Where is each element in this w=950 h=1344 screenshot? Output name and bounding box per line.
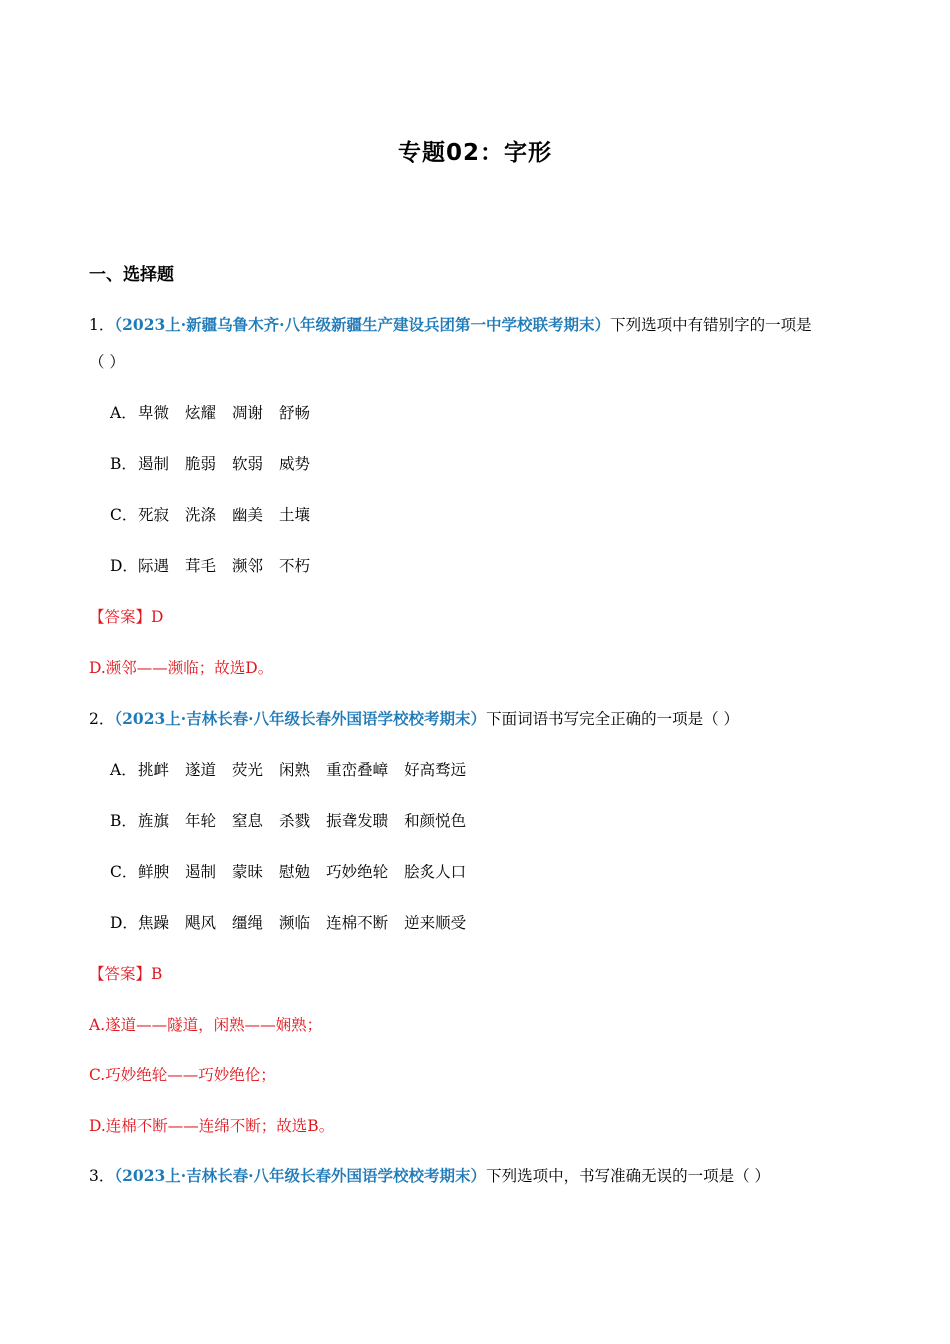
answer-line (89, 605, 163, 627)
option-word: 幽美 (232, 506, 264, 524)
option-word: 茸毛 (185, 557, 217, 575)
question-2-stem (89, 707, 739, 729)
answer-value: D (151, 608, 164, 626)
question-source: （2023上·吉林长春·八年级长春外国语学校校考期末） (114, 1166, 487, 1185)
option-key: A． (110, 761, 137, 779)
answer-explanation: C.巧妙绝轮——巧妙绝伦； (89, 1066, 276, 1084)
answer-explanation: D.濒邻——濒临；故选D。 (89, 659, 274, 677)
option-word: 振聋发聩 (326, 812, 389, 830)
option-row (110, 503, 326, 525)
option-row (110, 758, 482, 780)
option-word: 遏制 (185, 863, 217, 881)
option-word: 荧光 (232, 761, 264, 779)
option-row (110, 809, 482, 831)
option-word: 连棉不断 (326, 914, 389, 932)
question-1-stem (89, 313, 812, 335)
option-word: 炫耀 (185, 404, 217, 422)
section-heading: 一、选择题 (89, 265, 174, 285)
option-key: C． (110, 863, 138, 881)
answer-label: 【答案】 (89, 965, 152, 983)
option-word: 脍炙人口 (404, 863, 467, 881)
option-word: 年轮 (185, 812, 217, 830)
answer-label: 【答案】 (89, 608, 152, 626)
option-word: 巧妙绝轮 (326, 863, 389, 881)
question-text: 下面词语书写完全正确的一项是（ ） (486, 710, 739, 728)
option-row (110, 860, 482, 882)
option-word: 濒邻 (232, 557, 264, 575)
option-key: B． (110, 812, 137, 830)
option-word: 凋谢 (232, 404, 264, 422)
answer-explanation: D.连棉不断——连绵不断；故选B。 (89, 1117, 335, 1135)
option-key: D． (110, 914, 138, 932)
option-word: 焦躁 (138, 914, 170, 932)
option-word: 卑微 (138, 404, 170, 422)
option-key: A． (110, 404, 137, 422)
option-word: 挑衅 (138, 761, 170, 779)
option-word: 遂道 (185, 761, 217, 779)
question-number: 3． (89, 1167, 115, 1185)
option-row (110, 911, 482, 933)
option-word: 死寂 (138, 506, 170, 524)
option-word: 际遇 (138, 557, 170, 575)
answer-explanation: A.遂道——隧道，闲熟——娴熟； (89, 1016, 323, 1034)
option-row (110, 452, 326, 474)
option-word: 飓风 (185, 914, 217, 932)
option-word: 土壤 (279, 506, 311, 524)
answer-line (89, 962, 162, 984)
option-word: 脆弱 (185, 455, 217, 473)
option-word: 好高骛远 (404, 761, 467, 779)
option-word: 旌旗 (138, 812, 170, 830)
answer-value: B (151, 965, 163, 983)
option-word: 和颜悦色 (404, 812, 467, 830)
option-word: 软弱 (232, 455, 264, 473)
option-word: 闲熟 (279, 761, 311, 779)
option-word: 威势 (279, 455, 311, 473)
option-word: 蒙昧 (232, 863, 264, 881)
answer-blank: （ ） (89, 353, 125, 371)
option-word: 杀戮 (279, 812, 311, 830)
option-word: 不朽 (279, 557, 311, 575)
option-word: 濒临 (279, 914, 311, 932)
question-source: （2023上·新疆乌鲁木齐·八年级新疆生产建设兵团第一中学校联考期末） (114, 315, 611, 334)
option-word: 缰绳 (232, 914, 264, 932)
option-row (110, 401, 326, 423)
option-word: 慰勉 (279, 863, 311, 881)
option-word: 重峦叠嶂 (326, 761, 389, 779)
question-3-stem (89, 1164, 770, 1186)
page-title: 专题02：字形 (397, 140, 552, 166)
option-word: 遏制 (138, 455, 170, 473)
question-text: 下列选项中，书写准确无误的一项是（ ） (486, 1167, 770, 1185)
question-number: 1． (89, 316, 115, 334)
option-row (110, 554, 326, 576)
option-word: 逆来顺受 (404, 914, 467, 932)
question-source: （2023上·吉林长春·八年级长春外国语学校校考期末） (114, 709, 487, 728)
option-word: 舒畅 (279, 404, 311, 422)
question-number: 2． (89, 710, 115, 728)
question-text: 下列选项中有错别字的一项是 (610, 316, 812, 334)
option-key: C． (110, 506, 138, 524)
option-word: 窒息 (232, 812, 264, 830)
option-word: 鲜腴 (138, 863, 170, 881)
option-key: D． (110, 557, 138, 575)
option-key: B． (110, 455, 137, 473)
option-word: 洗涤 (185, 506, 217, 524)
